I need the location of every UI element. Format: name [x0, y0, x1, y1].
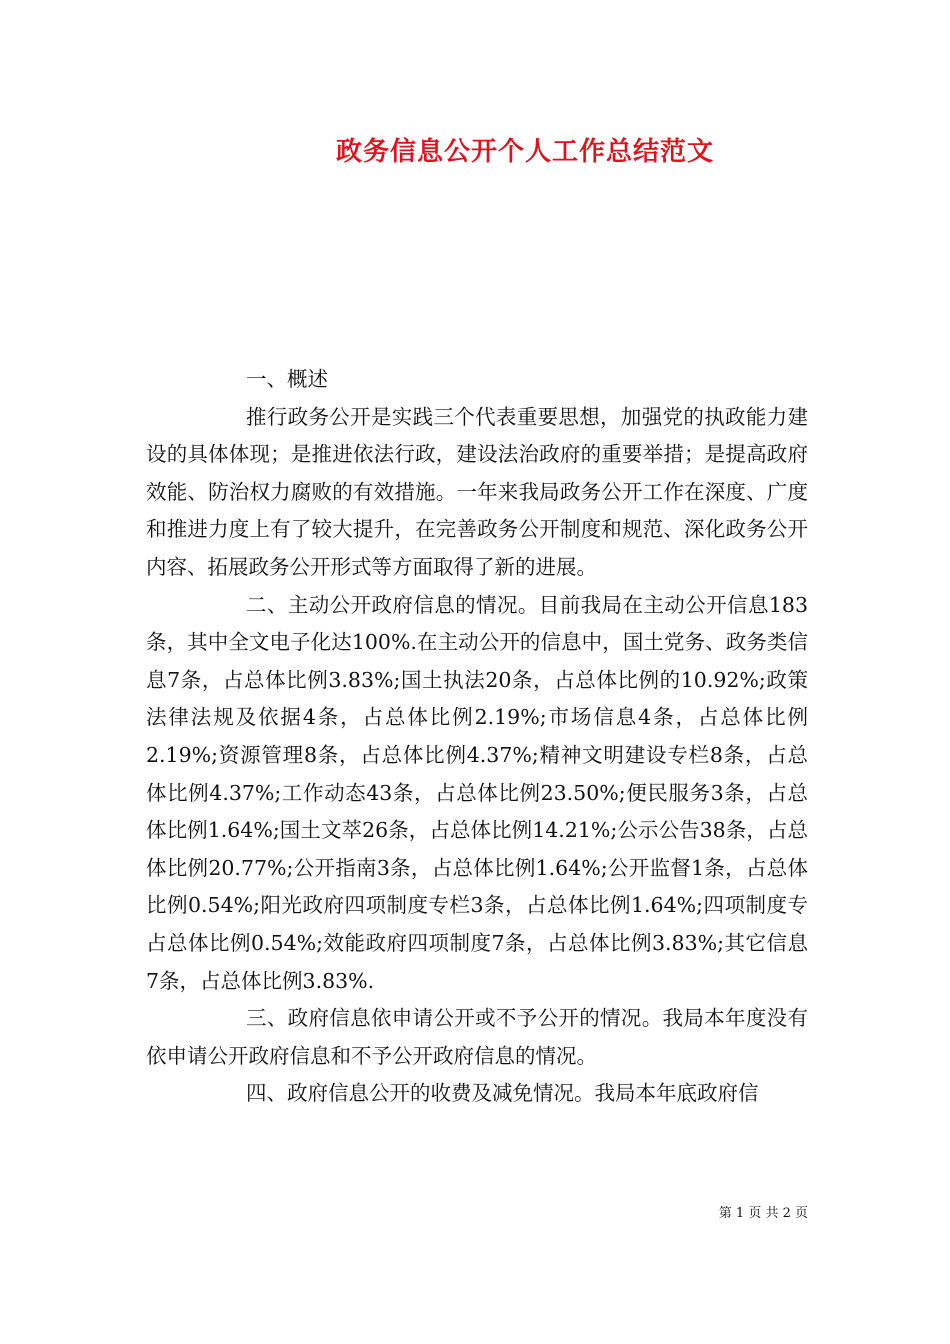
paragraph-overview-heading: 一、概述: [246, 367, 328, 391]
page-number: 第 1 页 共 2 页: [718, 1206, 808, 1221]
paragraph-request-disclosure: 三、政府信息依申请公开或不予公开的情况。我局本年度没有依申请公开政府信息和不予公开政府信息的情况。: [146, 1006, 808, 1068]
document-title: 政务信息公开个人工作总结范文: [335, 137, 714, 167]
paragraph-active-disclosure: 二、主动公开政府信息的情况。目前我局在主动公开信息183条，其中全文电子化达100%.在主动公开的信息中，国土党务、政务类信息7条，占总体比例3.83%;国土执法20条，占总体比例的10.92%;政策法律法规及依据4条，占总体比例2.19%;市场信息4条，占总体比例2.19%;资源管理8条，占总体比例4.37%;精神文明建设专栏8条，占总体比例4.37%;工作动态43条，占总体比例23.50%;便民服务3条，占总体比例1.64%;国土文萃26条，占总体比例14.21%;公示公告38条，占总体比例20.77%;公开指南3条，占总体比例1.64%;公开监督1条，占总体比例0.54%;阳光政府四项制度专栏3条，占总体比例1.64%;四项制度专占总体比例0.54%;效能政府四项制度7条，占总体比例3.83%;其它信息7条，占总体比例3.83%.: [146, 592, 808, 993]
paragraph-fees: 四、政府信息公开的收费及减免情况。我局本年底政府信: [246, 1081, 759, 1106]
document-body: [146, 361, 808, 1113]
paragraph-overview: 推行政务公开是实践三个代表重要思想，加强党的执政能力建设的具体体现；是推进依法行政，建设法治政府的重要举措；是提高政府效能、防治权力腐败的有效措施。一年来我局政务公开工作在深度、广度和推进力度上有了较大提升，在完善政务公开制度和规范、深化政务公开内容、拓展政务公开形式等方面取得了新的进展。: [146, 404, 808, 579]
